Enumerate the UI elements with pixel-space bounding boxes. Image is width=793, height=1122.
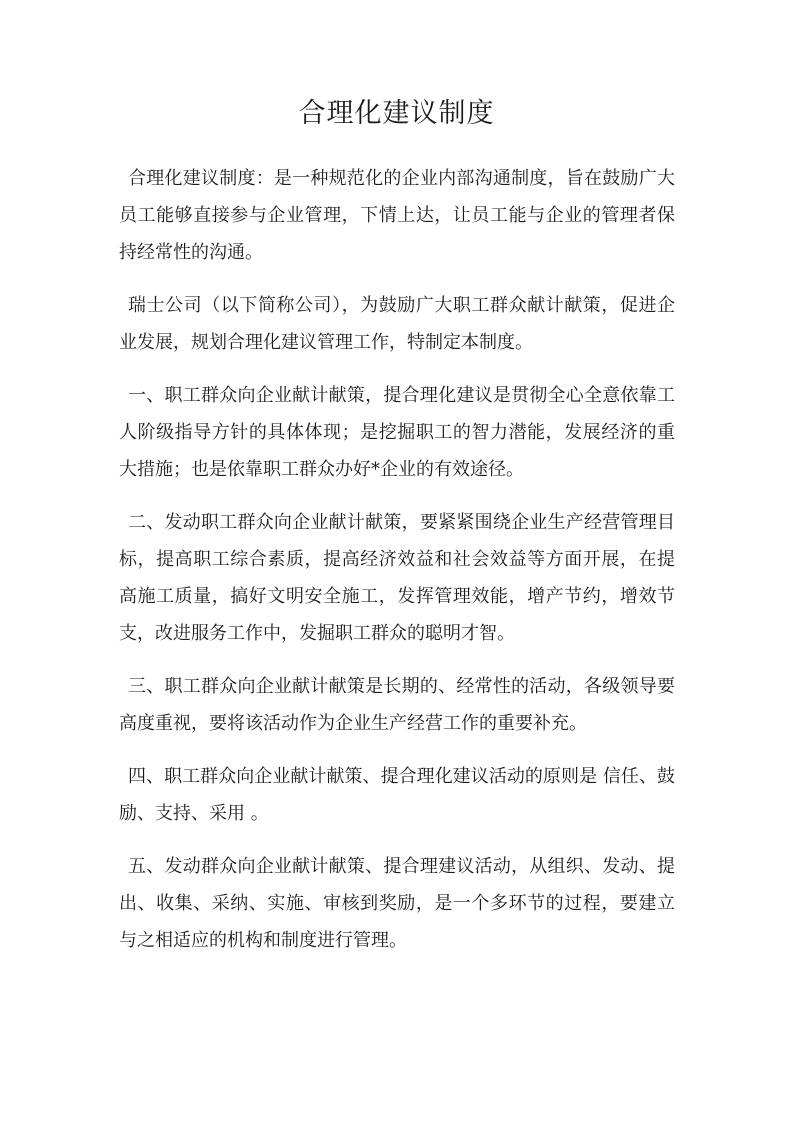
document-title: 合理化建议制度 bbox=[298, 98, 495, 129]
paragraph-intro: 合理化建议制度：是一种规范化的企业内部沟通制度，旨在鼓励广大员工能够直接参与企业管理，下情上达，让员工能与企业的管理者保持经常性的沟通。 bbox=[119, 168, 675, 263]
paragraph-article-1: 一、职工群众向企业献计献策，提合理化建议是贯彻全心全意依靠工人阶级指导方针的具体体现；是挖掘职工的智力潜能，发展经济的重大措施；也是依靠职工群众办好*企业的有效途径。 bbox=[119, 385, 675, 480]
document-body bbox=[119, 160, 675, 975]
paragraph-article-5: 五、发动群众向企业献计献策、提合理建议活动，从组织、发动、提出、收集、采纳、实施、审核到奖励，是一个多环节的过程，要建立与之相适应的机构和制度进行管理。 bbox=[119, 856, 675, 951]
paragraph-article-4: 四、职工群众向企业献计献策、提合理化建议活动的原则是 信任、鼓励、支持、采用 。 bbox=[119, 766, 675, 824]
paragraph-article-2: 二、发动职工群众向企业献计献策，要紧紧围绕企业生产经营管理目标，提高职工综合素质，提高经济效益和社会效益等方面开展，在提高施工质量，搞好文明安全施工，发挥管理效能，增产节约，增效节支，改进服务工作中，发掘职工群众的聪明才智。 bbox=[119, 512, 675, 644]
paragraph-article-3: 三、职工群众向企业献计献策是长期的、经常性的活动，各级领导要高度重视，要将该活动作为企业生产经营工作的重要补充。 bbox=[119, 676, 675, 734]
paragraph-preamble: 瑞士公司（以下简称公司），为鼓励广大职工群众献计献策，促进企业发展，规划合理化建议管理工作，特制定本制度。 bbox=[119, 295, 675, 353]
